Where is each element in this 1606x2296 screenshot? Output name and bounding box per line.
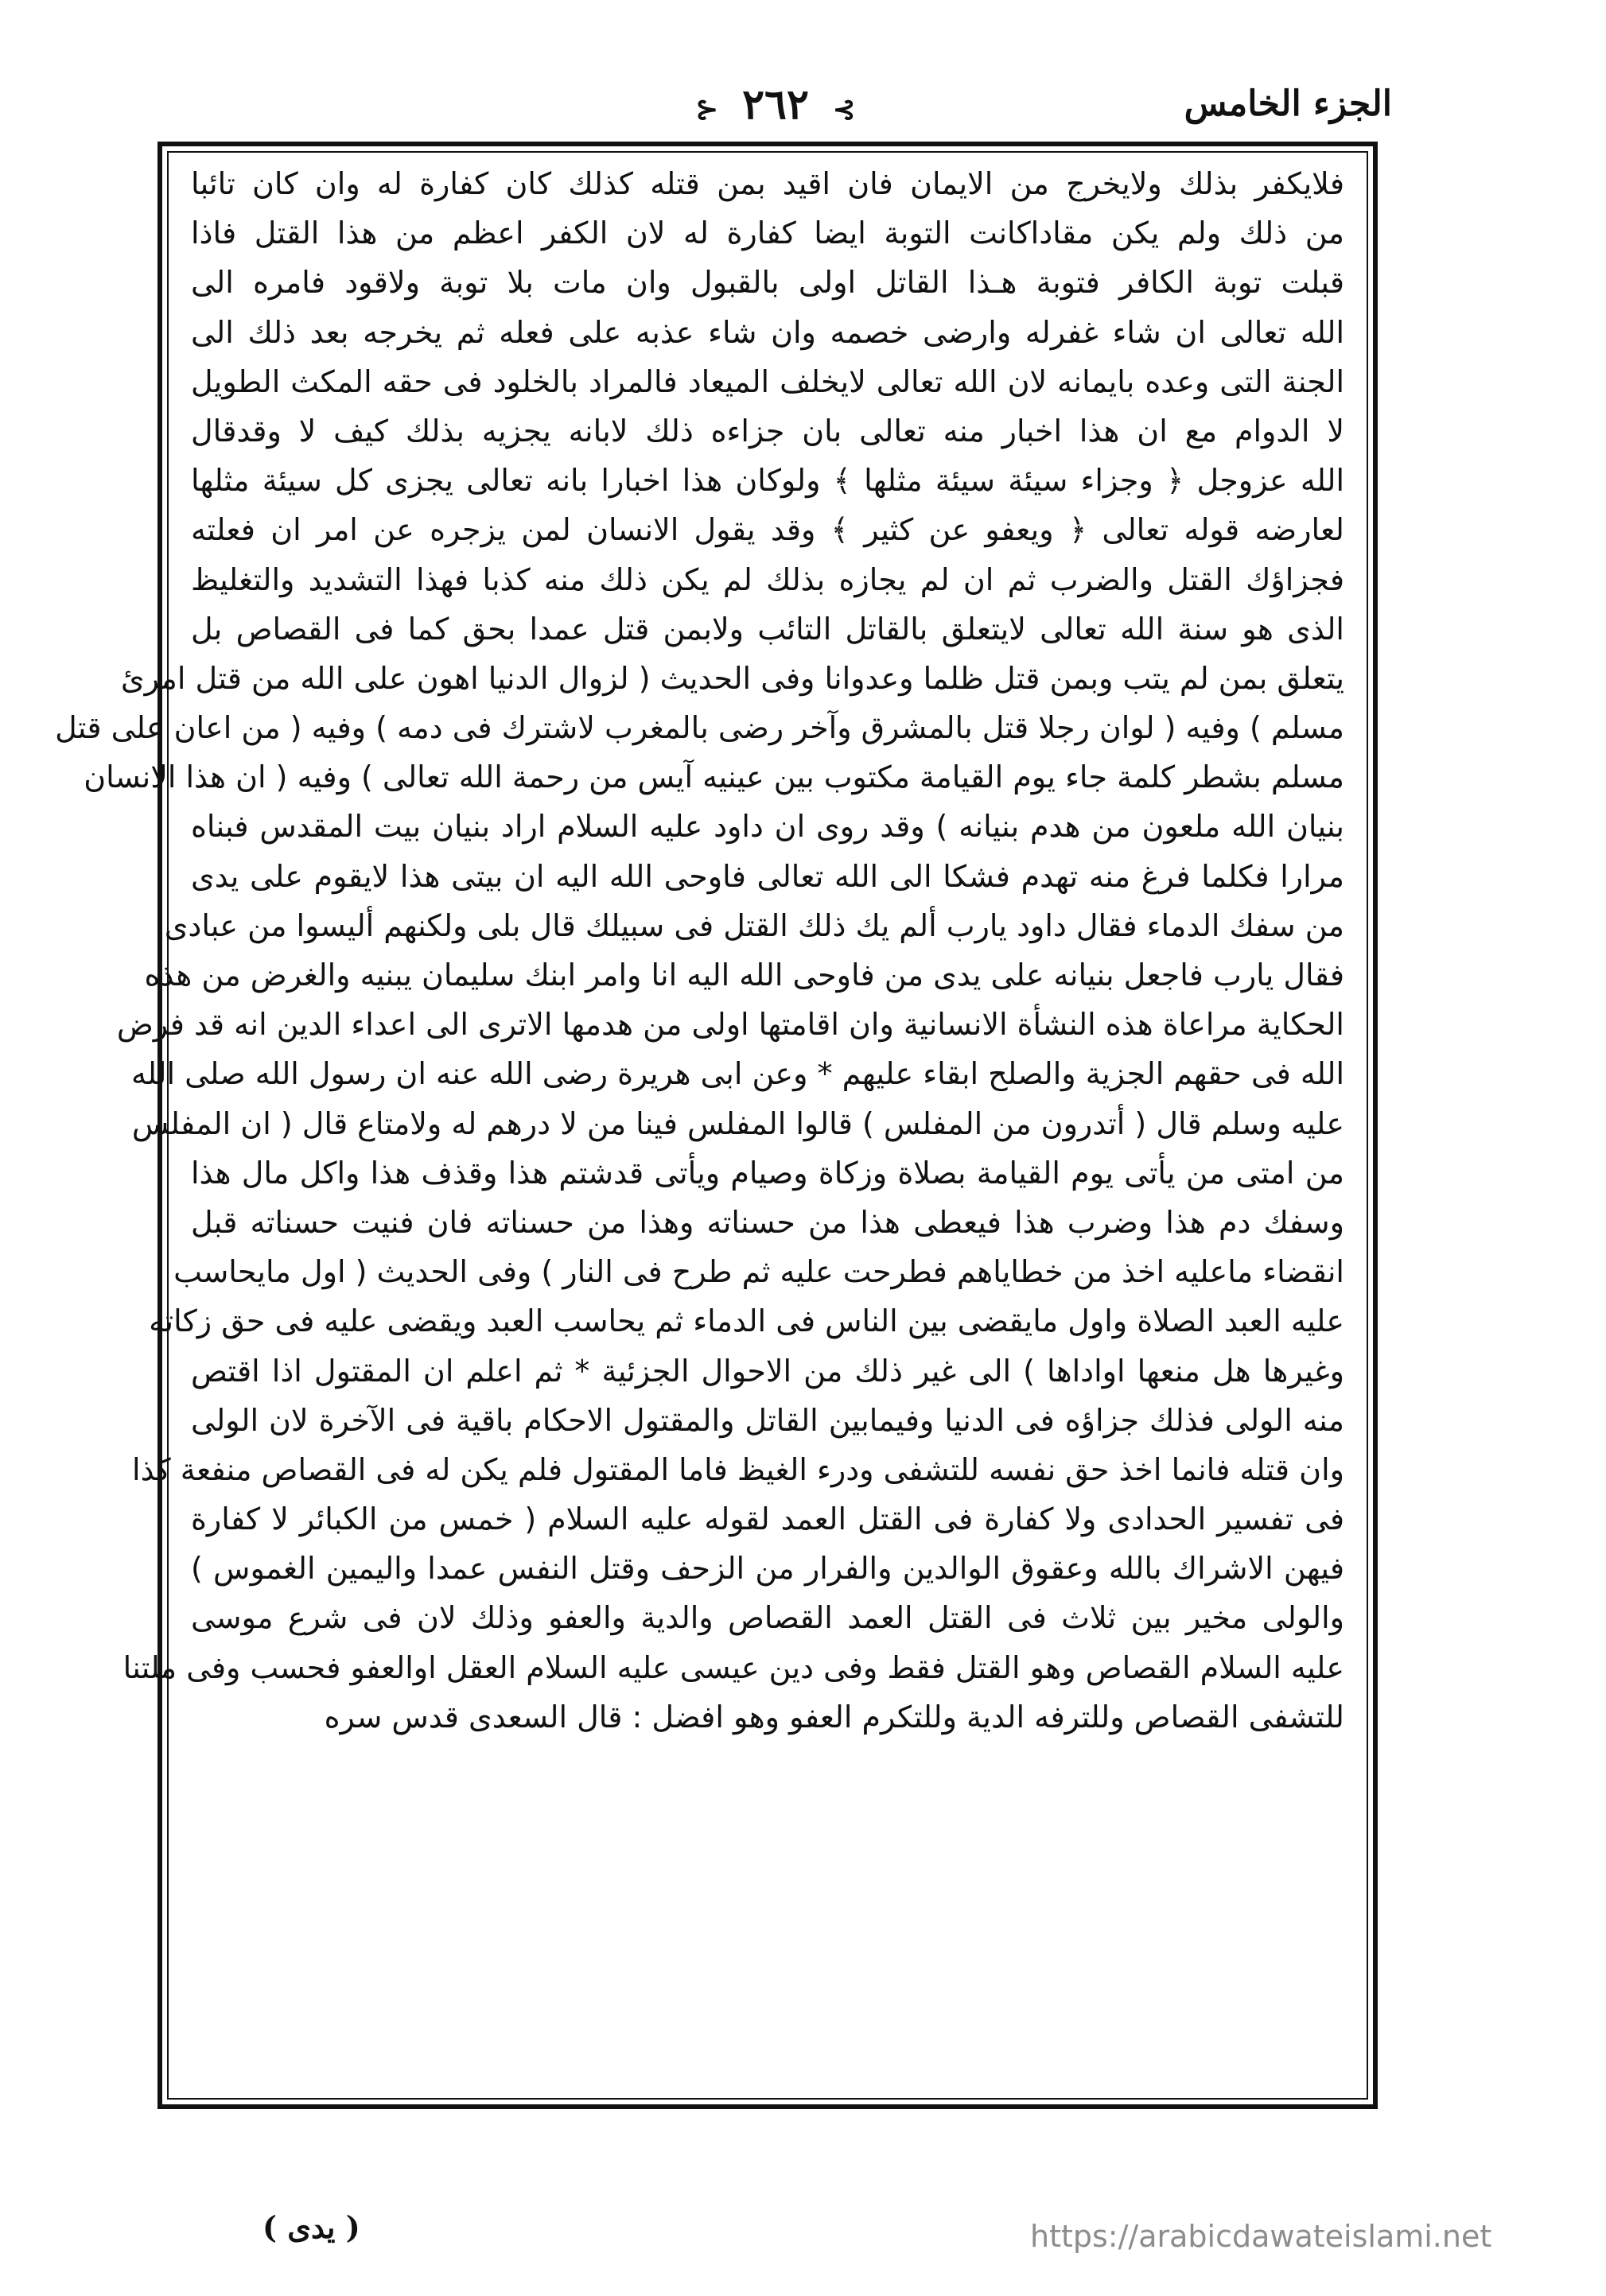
text-line: عليه العبد الصلاة واول مايقضى بين الناس فى الدماء ثم يحاسب العبد ويقضى عليه فى حق زكاته bbox=[149, 1303, 1344, 1339]
text-line: مسلم ) وفيه ( لوان رجلا قتل بالمشرق وآخر رضى بالمغرب لاشترك فى دمه ) وفيه ( من اعان على قتل bbox=[55, 710, 1344, 746]
text-line: فلايكفر بذلك ولايخرج من الايمان فان اقيد بمن قتله كذلك كان كفارة له وان كان تائبا bbox=[191, 166, 1344, 201]
ornament-right-icon: ⊰ bbox=[695, 94, 718, 126]
text-line: وان قتله فانما اخذ حق نفسه للتشفى ودرء الغيظ فاما المقتول فلم يكن له فى القصاص منفعة كذا bbox=[132, 1451, 1344, 1487]
text-line: من ذلك ولم يكن مقاداكانت التوبة ايضا كفارة له لان الكفر اعظم من هذا القتل فاذا bbox=[191, 216, 1344, 251]
text-line: فى تفسير الحدادى ولا كفارة فى القتل العمد لقوله عليه السلام ( خمس من الكبائر لا كفارة bbox=[191, 1502, 1344, 1537]
text-line: الذى هو سنة الله تعالى لايتعلق بالقاتل التائب ولابمن قتل عمدا بحق كما فى القصاص بل bbox=[191, 611, 1344, 647]
text-line: منه الولى فذلك جزاؤه فى الدنيا وفيمابين القاتل والمقتول الاحكام باقية فى الآخرة لان الولى bbox=[191, 1402, 1344, 1438]
volume-title: الجزء الخامس bbox=[1184, 84, 1392, 124]
page-number-block bbox=[686, 80, 865, 129]
text-line: الله تعالى ان شاء غفرله وارضى خصمه وان شاء عذبه على فعله ثم يخرجه بعد ذلك الى bbox=[191, 314, 1344, 350]
page-header bbox=[159, 76, 1392, 139]
text-line: قبلت توبة الكافر فتوبة هـذا القاتل اولى بالقبول وان مات بلا توبة ولاقود فامره الى bbox=[191, 265, 1344, 301]
text-line: بنيان الله ملعون من هدم بنيانه ) وقد روى ان داود عليه السلام اراد بنيان بيت المقدس فبناه bbox=[191, 809, 1344, 845]
text-line: وسفك دم هذا وضرب هذا فيعطى هذا من حسناته وهذا من حسناته فان فنيت حسناته قبل bbox=[191, 1204, 1344, 1240]
catchword: ( يدى ) bbox=[262, 2209, 360, 2245]
text-line: وغيرها هل منعها اواداها ) الى غير ذلك من الاحوال الجزئية * ثم اعلم ان المقتول اذا اقتص bbox=[191, 1353, 1344, 1389]
text-line: الحكاية مراعاة هذه النشأة الانسانية وان اقامتها اولى من هدمها الاترى الى اعداء الدين انه قد فرض bbox=[116, 1007, 1344, 1043]
text-line: عليه وسلم قال ( أتدرون من المفلس ) قالوا المفلس فينا من لا درهم له ولامتاع قال ( ان المفلس bbox=[131, 1105, 1344, 1141]
text-line: لا الدوام مع ان هذا اخبار منه تعالى بان جزاءه ذلك لابانه يجزيه بذلك كيف لا وقدقال bbox=[191, 413, 1344, 449]
text-line: من سفك الدماء فقال داود يارب ألم يك ذلك القتل فى سبيلك قال بلى ولكنهم أليسوا من عبادى bbox=[164, 907, 1344, 943]
text-line: الجنة التى وعده بايمانه لان الله تعالى لايخلف الميعاد فالمراد بالخلود فى حقه المكث الطويل bbox=[191, 363, 1344, 399]
text-frame bbox=[55, 151, 1368, 2100]
page-number: ٢٦٢ bbox=[742, 80, 809, 129]
text-line: فجزاؤك القتل والضرب ثم ان لم يجازه بذلك لم يكن ذلك منه كذبا فهذا التشديد والتغليظ bbox=[191, 561, 1344, 597]
text-line: فقال يارب فاجعل بنيانه على يدى من فاوحى الله اليه انا وامر ابنك سليمان يبنيه والغرض من هذه bbox=[144, 958, 1344, 993]
text-line: والولى مخير بين ثلاث فى القتل العمد القصاص والدية والعفو وذلك لان فى شرع موسى bbox=[191, 1600, 1344, 1636]
text-line: الله فى حقهم الجزية والصلح ابقاء عليهم * وعن ابى هريرة رضى الله عنه ان رسول الله صلى الله bbox=[130, 1056, 1344, 1092]
ornament-left-icon: ⊱ bbox=[833, 94, 856, 126]
text-line: من امتى من يأتى يوم القيامة بصلاة وزكاة وصيام ويأتى قدشتم هذا وقذف هذا واكل مال هذا bbox=[191, 1155, 1344, 1191]
text-line: انقضاء ماعليه اخذ من خطاياهم فطرحت عليه ثم طرح فى النار ) وفى الحديث ( اول مايحاسب bbox=[173, 1254, 1344, 1290]
text-line: لعارضه قوله تعالى ﴿ ويعفو عن كثير ﴾ وقد يقول الانسان لمن يزجره عن امر ان فعلته bbox=[191, 512, 1344, 548]
watermark-url: https://arabicdawateislami.net bbox=[1030, 2219, 1492, 2254]
text-line: فيهن الاشراك بالله وعقوق الوالدين والفرار من الزحف وقتل النفس عمدا واليمين الغموس ) bbox=[191, 1551, 1344, 1587]
text-line: يتعلق بمن لم يتب وبمن قتل ظلما وعدوانا وفى الحديث ( لزوال الدنيا اهون على الله من قتل امرئ bbox=[120, 660, 1344, 696]
text-line: عليه السلام القصاص وهو القتل فقط وفى دين عيسى عليه السلام العقل اوالعفو فحسب وفى ملتنا bbox=[122, 1649, 1344, 1685]
text-line: للتشفى القصاص وللترفه الدية وللتكرم العفو وهو افضل : قال السعدى قدس سره bbox=[324, 1699, 1344, 1735]
text-line: الله عزوجل ﴿ وجزاء سيئة سيئة مثلها ﴾ ولوكان هذا اخبارا بانه تعالى يجزى كل سيئة مثلها bbox=[191, 463, 1344, 499]
text-line: مرارا فكلما فرغ منه تهدم فشكا الى الله تعالى فاوحى الله اليه ان بيتى هذا لايقوم على يدى bbox=[191, 858, 1344, 894]
text-line: مسلم بشطر كلمة جاء يوم القيامة مكتوب بين عينيه آيس من رحمة الله تعالى ) وفيه ( ان هذا الانسان bbox=[84, 760, 1344, 795]
body-text bbox=[55, 159, 1344, 1742]
